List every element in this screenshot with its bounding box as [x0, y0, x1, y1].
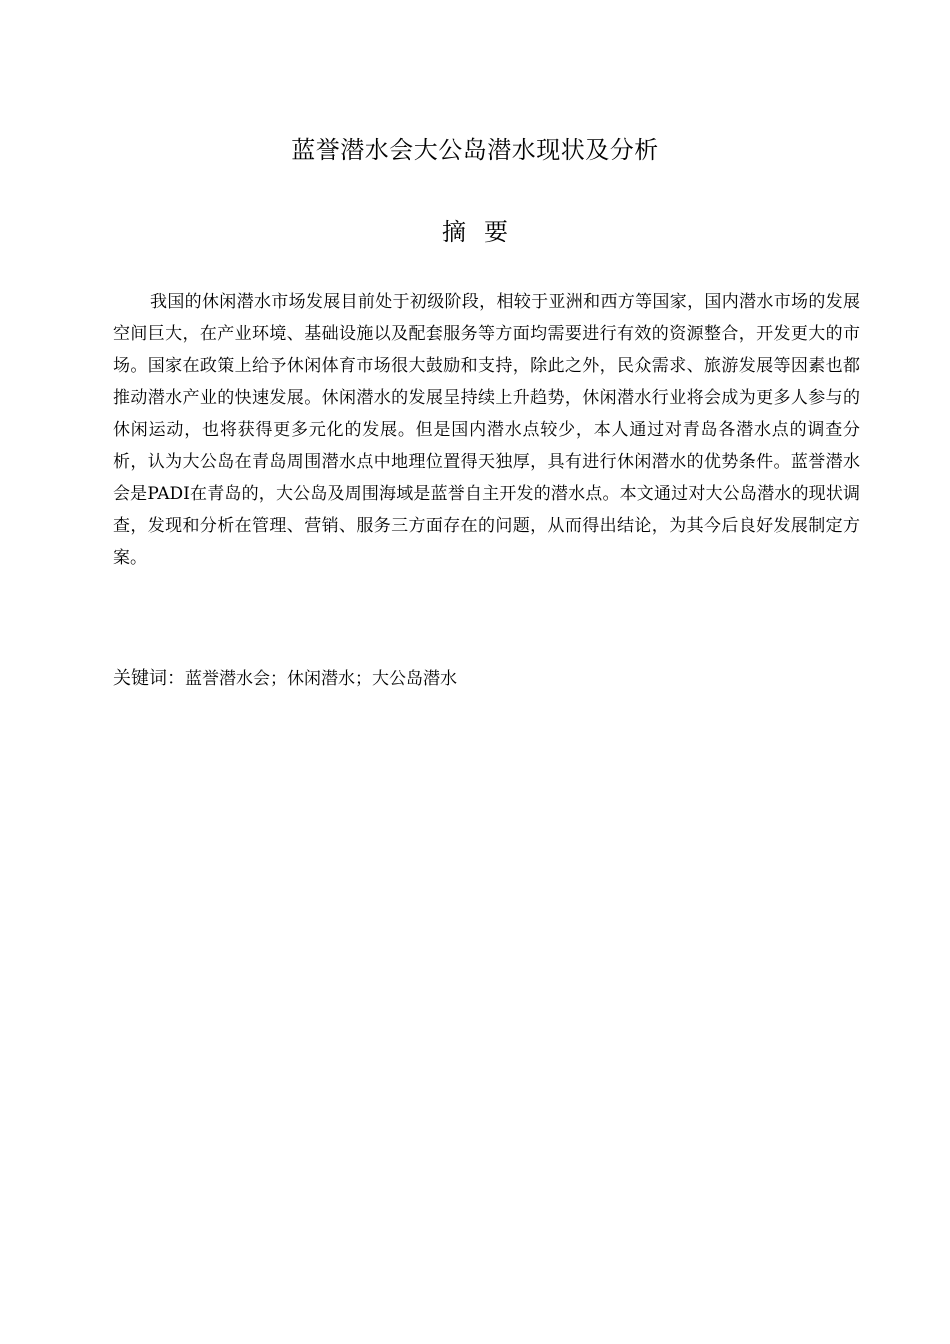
document-title: 蓝誉潜水会大公岛潜水现状及分析 [291, 136, 659, 164]
keywords-label: 关键词： [113, 668, 185, 689]
keywords-line [113, 664, 860, 694]
abstract-body: 我国的休闲潜水市场发展目前处于初级阶段，相较于亚洲和西方等国家，国内潜水市场的发展空间巨大，在产业环境、基础设施以及配套服务等方面均需要进行有效的资源整合，开发更大的市场。国家在政策上给予休闲体育市场很大鼓励和支持，除此之外，民众需求、旅游发展等因素也都推动潜水产业的快速发展。休闲潜水的发展呈持续上升趋势，休闲潜水行业将会成为更多人参与的休闲运动，也将获得更多元化的发展。但是国内潜水点较少，本人通过对青岛各潜水点的调查分析，认为大公岛在青岛周围潜水点中地理位置得天独厚，具有进行休闲潜水的优势条件。蓝誉潜水会是PADI在青岛的，大公岛及周围海域是蓝誉自主开发的潜水点。本文通过对大公岛潜水的现状调查，发现和分析在管理、营销、服务三方面存在的问题，从而得出结论，为其今后良好发展制定方案。 [113, 292, 860, 568]
keywords-text: 蓝誉潜水会；休闲潜水；大公岛潜水 [185, 669, 457, 689]
abstract-heading: 摘要 [442, 218, 526, 246]
